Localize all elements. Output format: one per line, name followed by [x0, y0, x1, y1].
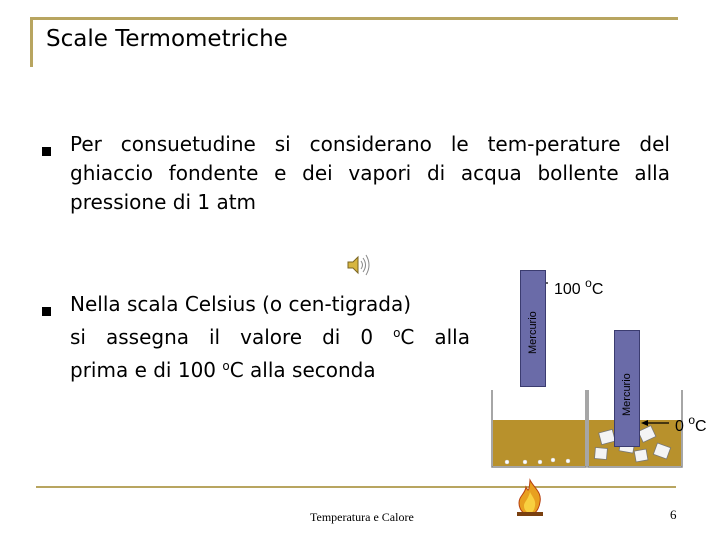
- bullet-marker-1: [42, 147, 51, 156]
- title-frame-left: [30, 17, 33, 67]
- page-number: 6: [670, 507, 677, 522]
- fire-icon: [512, 478, 548, 522]
- thermometer-right-label: Mercurio: [621, 373, 633, 416]
- boiling-water: [493, 420, 585, 466]
- slide-title: Scale Termometriche: [46, 26, 288, 52]
- bullet-text-2: [70, 290, 470, 385]
- bullet-text-1: [70, 130, 670, 217]
- bullet-2-line-2-a: si assegna il valore di 0: [70, 325, 394, 349]
- label-0-celsius: [675, 413, 707, 436]
- bullet-2-line-2-b: C alla: [400, 325, 470, 349]
- bullet-1-paragraph: Per consuetudine si considerano le tem-perature del ghiaccio fondente e dei vapori di acqua bollente alla pressione di 1 atm: [70, 132, 670, 214]
- bullet-2-line-2: [70, 319, 470, 352]
- footer-divider: [36, 486, 676, 488]
- label-0-degree: o: [688, 413, 696, 427]
- bullet-2-line-3-b: C alla seconda: [229, 358, 376, 382]
- bullet-2-line-1: Nella scala Celsius (o cen-tigrada): [70, 292, 412, 316]
- label-100-celsius: [554, 276, 603, 299]
- title-frame-top: [30, 17, 678, 20]
- bullet-marker-2: [42, 307, 51, 316]
- label-100-unit: C: [591, 281, 604, 298]
- label-100-number: 100: [554, 281, 586, 298]
- label-0-number: 0: [675, 418, 689, 435]
- bullet-2-line-3: [70, 352, 470, 385]
- speaker-icon[interactable]: [346, 254, 372, 280]
- degree-sup-2: o: [222, 359, 230, 373]
- footer-text: Temperatura e Calore: [310, 510, 414, 524]
- label-100-degree: o: [585, 276, 592, 290]
- bullet-2-line-3-a: prima e di 100: [70, 358, 223, 382]
- label-0-unit: C: [695, 418, 707, 435]
- thermometer-left-label: Mercurio: [527, 311, 539, 354]
- degree-sup-1: o: [393, 326, 401, 340]
